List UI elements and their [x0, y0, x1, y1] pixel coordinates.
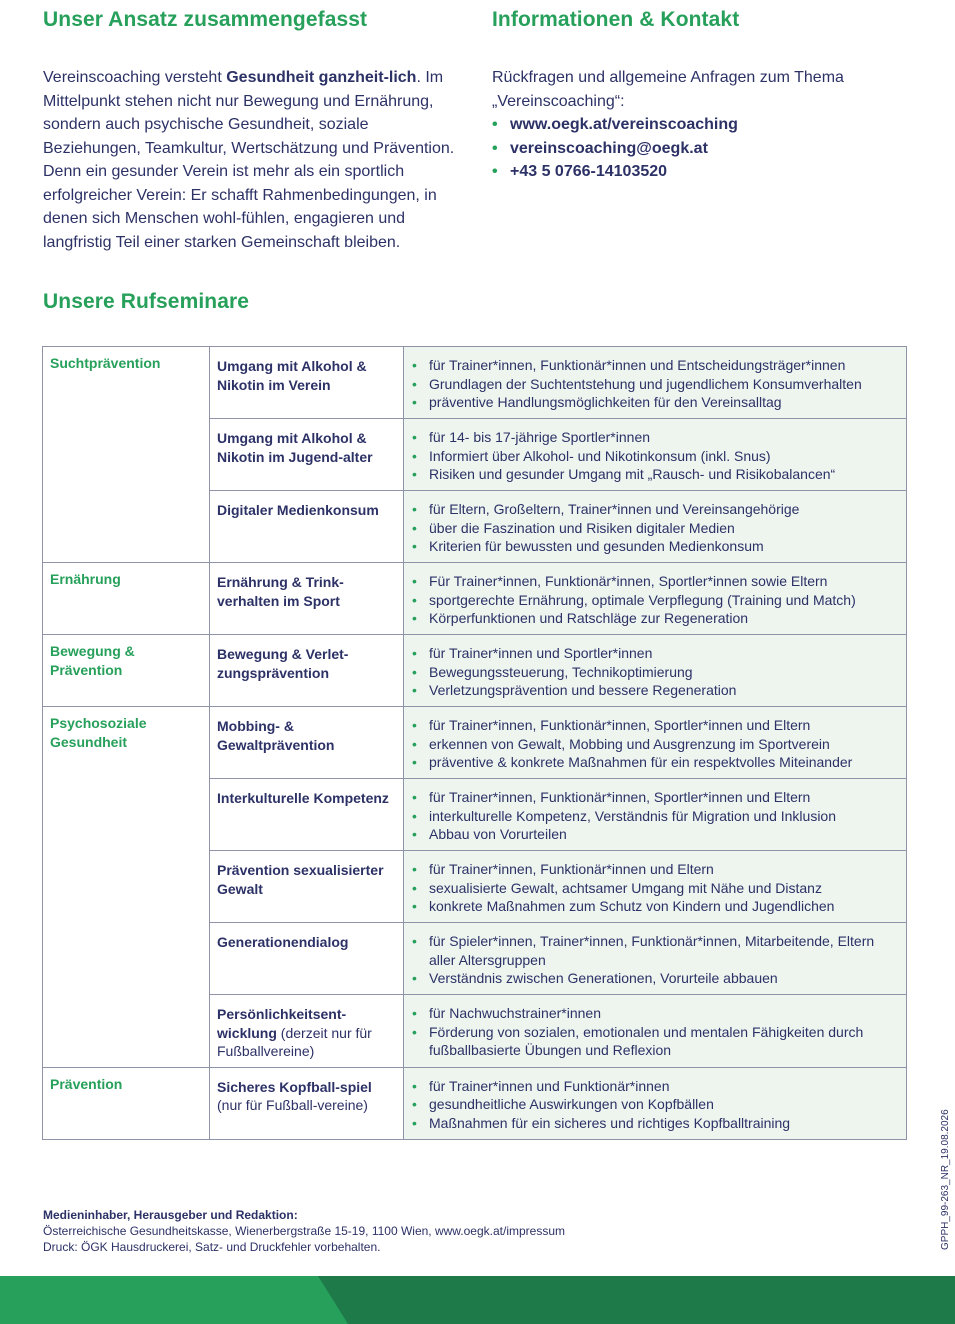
seminar-bullet: • Verletzungsprävention und bessere Regeneration: [412, 681, 900, 700]
seminar-details: [404, 995, 907, 1068]
seminar-bullet: • Körperfunktionen und Ratschläge zur Regeneration: [412, 609, 900, 628]
seminar-category: Bewegung & Prävention: [43, 635, 210, 707]
seminar-bullet: • sportgerechte Ernährung, optimale Verpflegung (Training und Match): [412, 591, 900, 610]
seminar-bullet-list: [412, 788, 900, 844]
seminar-bullet-list: [412, 428, 900, 484]
contact-section: [492, 8, 922, 184]
seminars-title: Unsere Rufseminare: [43, 290, 250, 313]
seminar-bullet: • Kriterien für bewussten und gesunden Medienkonsum: [412, 537, 900, 556]
seminar-bullet: • Verständnis zwischen Generationen, Vorurteile abbauen: [412, 969, 900, 988]
seminar-topic-note: (derzeit nur für Fußballvereine): [217, 1024, 372, 1059]
approach-text-start: Vereinscoaching versteht: [43, 69, 227, 86]
seminar-topic: [210, 347, 404, 419]
seminar-topic: [210, 779, 404, 851]
seminar-topic: [210, 419, 404, 491]
seminar-bullet: • sexualisierte Gewalt, achtsamer Umgang mit Nähe und Distanz: [412, 879, 900, 898]
seminar-topic-title: Umgang mit Alkohol & Nikotin im Verein: [217, 358, 367, 393]
seminar-details: [404, 635, 907, 707]
seminar-bullet-list: [412, 356, 900, 412]
seminar-details: [404, 347, 907, 419]
contact-website[interactable]: • www.oegk.at/vereinscoaching: [492, 113, 922, 137]
seminar-bullet: • präventive Handlungsmöglichkeiten für den Vereinsalltag: [412, 393, 900, 412]
approach-text-end: . Im Mittelpunkt stehen nicht nur Bewegung und Ernährung, sondern auch psychische Gesundheit, soziale Beziehungen, Teamkultur, Wertschätzung und Prävention. Denn ein gesunder Verein ist mehr als ein sportlich erfolgreicher Verein: Er schafft Rahmenbedingungen, in denen sich Menschen wohl-fühlen, engagieren und langfristig Teil einer starken Gemeinschaft bleiben.: [43, 69, 455, 251]
seminar-bullet: • Abbau von Vorurteilen: [412, 825, 900, 844]
seminar-topic-title: Bewegung & Verlet-zungsprävention: [217, 646, 349, 681]
seminar-topic: [210, 995, 404, 1068]
seminar-topic-note: (nur für Fußball-vereine): [217, 1097, 368, 1113]
seminar-category: Suchtprävention: [43, 347, 210, 563]
contact-list: [492, 113, 922, 184]
seminar-bullet: • Bewegungssteuerung, Technikoptimierung: [412, 663, 900, 682]
seminar-bullet: • für Trainer*innen, Funktionär*innen und Entscheidungsträger*innen: [412, 356, 900, 375]
seminar-bullet-list: [412, 716, 900, 772]
seminar-bullet: • Grundlagen der Suchtentstehung und jugendlichem Konsumverhalten: [412, 375, 900, 394]
seminar-details: [404, 419, 907, 491]
seminar-topic-title: Digitaler Medienkonsum: [217, 502, 379, 518]
seminar-topic-title: Interkulturelle Kompetenz: [217, 790, 389, 806]
contact-text: Rückfragen und allgemeine Anfragen zum Thema „Vereinscoaching“:: [492, 69, 844, 110]
footer: [43, 1207, 565, 1255]
approach-text-bold: Gesundheit ganzheit-lich: [226, 69, 417, 86]
seminar-bullet: • konkrete Maßnahmen zum Schutz von Kindern und Jugendlichen: [412, 897, 900, 916]
seminar-bullet: • Risiken und gesunder Umgang mit „Rausch- und Risikobalancen“: [412, 465, 900, 484]
seminar-details: [404, 851, 907, 923]
seminar-bullet: • gesundheitliche Auswirkungen von Kopfbällen: [412, 1095, 900, 1114]
seminar-category: Ernährung: [43, 563, 210, 635]
seminar-topic-title: Persönlichkeitsent-wicklung: [217, 1006, 347, 1041]
seminar-details: [404, 923, 907, 995]
seminar-bullet: • für Trainer*innen und Funktionär*innen: [412, 1077, 900, 1096]
seminar-bullet: • erkennen von Gewalt, Mobbing und Ausgrenzung im Sportverein: [412, 735, 900, 754]
seminar-bullet: • für Trainer*innen, Funktionär*innen und Eltern: [412, 860, 900, 879]
seminar-topic-title: Ernährung & Trink-verhalten im Sport: [217, 574, 344, 609]
contact-email[interactable]: • vereinscoaching@oegk.at: [492, 137, 922, 161]
footer-bar-dark: [318, 1276, 955, 1324]
seminar-topic: [210, 491, 404, 563]
seminar-row: [43, 707, 907, 779]
side-code: GPPH_99-263_NR_19.08.2026: [940, 1109, 951, 1250]
footer-line2: Österreichische Gesundheitskasse, Wienerbergstraße 15-19, 1100 Wien, www.oegk.at/impressum: [43, 1224, 566, 1238]
seminar-bullet-list: [412, 572, 900, 628]
seminar-bullet: • präventive & konkrete Maßnahmen für ein respektvolles Miteinander: [412, 753, 900, 772]
seminar-bullet-list: [412, 1004, 900, 1060]
seminar-category: Psychosoziale Gesundheit: [43, 707, 210, 1068]
seminar-bullet: • für 14- bis 17-jährige Sportler*innen: [412, 428, 900, 447]
seminar-row: [43, 1067, 907, 1139]
seminar-topic: [210, 851, 404, 923]
seminar-details: [404, 779, 907, 851]
seminar-topic: [210, 1067, 404, 1139]
seminar-topic-title: Prävention sexualisierter Gewalt: [217, 862, 384, 897]
seminar-topic: [210, 707, 404, 779]
seminar-row: [43, 635, 907, 707]
seminar-topic: [210, 923, 404, 995]
seminar-bullet: • Informiert über Alkohol- und Nikotinkonsum (inkl. Snus): [412, 447, 900, 466]
seminar-bullet-list: [412, 1077, 900, 1133]
approach-title: Unser Ansatz zusammengefasst: [43, 8, 368, 31]
seminar-bullet: • interkulturelle Kompetenz, Verständnis für Migration und Inklusion: [412, 807, 900, 826]
seminar-bullet: • für Nachwuchstrainer*innen: [412, 1004, 900, 1023]
seminar-topic-title: Sicheres Kopfball-spiel: [217, 1078, 372, 1095]
seminar-bullet-list: [412, 932, 900, 988]
seminar-bullet-list: [412, 644, 900, 700]
contact-title: Informationen & Kontakt: [492, 8, 740, 31]
seminar-bullet-list: [412, 500, 900, 556]
seminar-bullet: • für Eltern, Großeltern, Trainer*innen und Vereinsangehörige: [412, 500, 900, 519]
seminar-topic-title: Umgang mit Alkohol & Nikotin im Jugend-alter: [217, 430, 373, 465]
seminar-bullet: • für Spieler*innen, Trainer*innen, Funktionär*innen, Mitarbeitende, Eltern aller Altersgruppen: [412, 932, 900, 969]
seminar-bullet: • für Trainer*innen, Funktionär*innen, Sportler*innen und Eltern: [412, 788, 900, 807]
seminar-category: Prävention: [43, 1067, 210, 1139]
seminar-row: [43, 563, 907, 635]
footer-line1: Medieninhaber, Herausgeber und Redaktion:: [43, 1208, 298, 1222]
seminar-bullet: • für Trainer*innen und Sportler*innen: [412, 644, 900, 663]
seminar-bullet: • für Trainer*innen, Funktionär*innen, Sportler*innen und Eltern: [412, 716, 900, 735]
seminar-details: [404, 707, 907, 779]
footer-line3: Druck: ÖGK Hausdruckerei, Satz- und Druckfehler vorbehalten.: [43, 1240, 381, 1254]
contact-phone[interactable]: • +43 5 0766-14103520: [492, 160, 922, 184]
seminar-bullet: • über die Faszination und Risiken digitaler Medien: [412, 519, 900, 538]
seminar-bullet-list: [412, 860, 900, 916]
seminar-topic-title: Generationendialog: [217, 934, 349, 950]
seminars-table: [42, 346, 907, 1140]
seminar-bullet: • Für Trainer*innen, Funktionär*innen, Sportler*innen sowie Eltern: [412, 572, 900, 591]
seminar-topic: [210, 563, 404, 635]
seminar-details: [404, 563, 907, 635]
seminar-details: [404, 1067, 907, 1139]
seminar-topic: [210, 635, 404, 707]
seminar-bullet: • Maßnahmen für ein sicheres und richtiges Kopfballtraining: [412, 1114, 900, 1133]
seminar-bullet: • Förderung von sozialen, emotionalen und mentalen Fähigkeiten durch fußballbasierte Übungen und Reflexion: [412, 1023, 900, 1060]
approach-text: [43, 66, 463, 254]
seminar-topic-title: Mobbing- & Gewaltprävention: [217, 718, 335, 753]
seminar-details: [404, 491, 907, 563]
seminar-row: [43, 347, 907, 419]
approach-section: [43, 8, 463, 254]
